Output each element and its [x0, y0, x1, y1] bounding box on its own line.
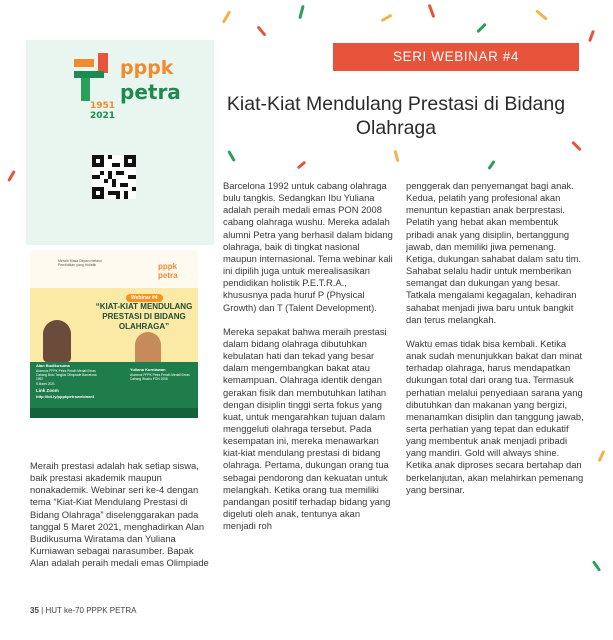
logo-years	[90, 101, 115, 121]
poster-logo: pppk petra	[158, 262, 178, 280]
zoom-link-label: Link Zoom	[36, 388, 59, 393]
series-banner	[333, 43, 579, 71]
speaker-photo	[43, 320, 71, 362]
confetti-decoration	[487, 160, 495, 170]
confetti-decoration	[256, 25, 266, 36]
series-banner-label: SERI WEBINAR #4	[392, 49, 520, 64]
webinar-poster	[30, 250, 198, 418]
paragraph: Barcelona 1992 untuk cabang olahraga bulu tangkis. Sedangkan Ibu Yuliana adalah peraih medali emas PON 2008 cabang olahraga wushu. Mereka adalah alumni Petra yang berhasil dalam bidang olahraga, baik di tingkat nasional maupun internasional. Tema webinar kali ini dipilih juga untuk merealisasikan pendidikan holistik P.E.T.R.A., khususnya pada huruf P (Physical Growth) dan T (Talent Development).	[223, 180, 393, 313]
zoom-link-url[interactable]: http://bit.ly/pppkpetrawebinar4	[36, 394, 95, 399]
confetti-decoration	[592, 560, 601, 572]
webinar-date: 5 Maret 2021	[36, 382, 55, 386]
paragraph: penggerak dan penyemangat bagi anak. Kedua, pelatih yang profesional akan menuntun kepastian anak berprestasi. Pelatih yang hebat akan membentuk pribadi anak yang disiplin, bertanggung jawab, dan memiliki jiwa pemenang. Ketiga, dukungan sahabat dalam satu tim. Sahabat selalu hadir untuk memberikan semangat dan dukungan yang besar. Tatkala mengalami kegagalan, kehadiran sahabat menjadi jiwa baru untuk bangkit dan terus melangkah.	[406, 180, 582, 325]
article-column-2	[223, 180, 393, 544]
logo-word-pppk: pppk	[120, 57, 174, 79]
page-footer	[30, 606, 136, 615]
confetti-decoration	[588, 30, 595, 42]
confetti-decoration	[7, 170, 16, 182]
logo-word-petra: petra	[120, 80, 181, 104]
article-title: Kiat-Kiat Mendulang Prestasi di Bidang Olahraga	[226, 93, 566, 139]
confetti-decoration	[476, 23, 487, 34]
speaker2-name: Yuliana Kurniawan	[130, 367, 166, 372]
speaker2-info: Alumnus PPPK Petra Peraih Medali Emas Cabang Wushu PON 2008	[130, 373, 190, 381]
footer-label: | HUT ke-70 PPPK PETRA	[41, 606, 137, 615]
confetti-decoration	[393, 150, 399, 162]
logo-year-from: 1951	[90, 101, 116, 111]
paragraph: Mereka sepakat bahwa meraih prestasi dalam bidang olahraga dibutuhkan kebulatan hati dan tekad yang besar dalam mengembangkan bakat atau kemampuan. Olahraga identik dengan gerakan fisik dan membutuhkan latihan dengan disiplin tinggi serta fokus yang kuat, untuk mengarahkan tujuan dalam menggeluti olahraga tersebut. Pada kesempatan ini, mereka menawarkan kiat-kiat mendulang prestasi di bidang olahraga. Pertama, dukungan orang tua sebagai pendorong dan kekuatan untuk melangkah. Ketika orang tua memiliki pandangan positif terhadap bidang yang digeluti oleh anak, tentunya akan menjadi roh	[223, 325, 391, 532]
poster-footer	[30, 408, 198, 418]
poster-title: “KIAT-KIAT MENDULANG PRESTASI DI BIDANG OLAHRAGA”	[95, 302, 193, 331]
confetti-decoration	[222, 10, 232, 24]
speaker1-name: Alan Budikusuma	[36, 363, 70, 368]
paragraph: Meraih prestasi adalah hak setiap siswa, baik prestasi akademik maupun nonakademik. Webinar seri ke-4 dengan tema “Kiat-Kiat Mendulang Prestasi di Bidang Olahraga” diselenggarakan pada tanggal 5 Maret 2021, menghadirkan Alan Budikusuma Wiratama dan Yuliana Kurniawan sebagai narasumber. Bapak Alan adalah peraih medali emas Olimpiade	[30, 460, 209, 569]
confetti-decoration	[297, 161, 307, 170]
page-number: 35	[30, 606, 39, 615]
confetti-decoration	[428, 4, 436, 18]
confetti-decoration	[298, 5, 305, 19]
confetti-decoration	[598, 450, 606, 462]
confetti-decoration	[571, 141, 582, 152]
confetti-decoration	[535, 9, 548, 20]
article-column-3	[406, 180, 584, 508]
school-logo	[72, 53, 212, 133]
cross-logo-icon	[72, 53, 116, 101]
qr-code-icon[interactable]	[92, 155, 136, 199]
poster-tagline: Meraih Masa Depan melalui Pendidikan yang Holistik	[58, 259, 102, 267]
confetti-decoration	[381, 14, 393, 23]
confetti-decoration	[227, 150, 236, 162]
poster-badge: Webinar #4	[126, 294, 163, 302]
logo-year-to: 2021	[90, 111, 116, 121]
paragraph: Waktu emas tidak bisa kembali. Ketika anak sudah menunjukkan bakat dan minat terhadap olahraga, harus mendapatkan dukungan total dari orang tua. Termasuk perhatian melalui penyediaan sarana yang dibutuhkan dan makanan yang bergizi, menanamkan disiplin dan tanggung jawab, serta perhatian yang tepat dan edukatif yang membentuk anak menjadi pribadi yang mandiri. Gold will always shine. Ketika anak diproses secara bertahap dan berkelanjutan, akan melahirkan pemenang yang bersinar.	[406, 337, 584, 495]
speaker1-info: Alumnus PPPK Petra Peraih Medali Emas Cabang Bulu Tangkis Olimpiade Barcelona 1992	[36, 369, 97, 381]
article-column-1	[30, 460, 210, 581]
